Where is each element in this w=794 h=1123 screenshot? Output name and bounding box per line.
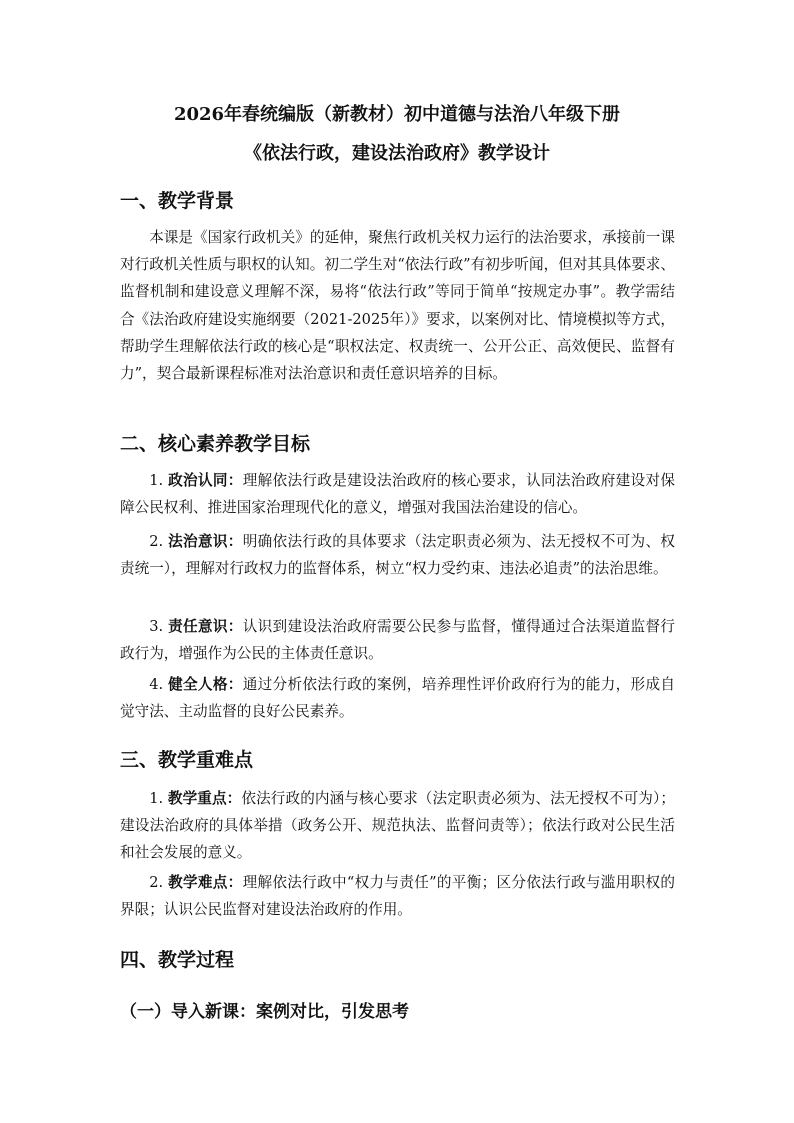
item-number: 3. bbox=[149, 618, 164, 635]
document-title-line2: 《依法行政，建设法治政府》教学设计 bbox=[244, 143, 550, 164]
item-label: 教学难点： bbox=[168, 874, 243, 891]
background-paragraph: 本课是《国家行政机关》的延伸，聚焦行政机关权力运行的法治要求，承接前一课对行政机关性质与职权的认知。初二学生对“依法行政”有初步听闻，但对其具体要求、监督机制和建设意义理解不深，易将“依法行政”等同于简单“按规定办事”。教学需结合《法治政府建设实施纲要（2021-2025年）》要求，以案例对比、情境模拟等方式，帮助学生理解依法行政的核心是“职权法定、权责统一、公开公正、高效便民、监督有力”，契合最新课程标准对法治意识和责任意识培养的目标。 bbox=[120, 229, 675, 383]
item-text: 理解依法行政是建设法治政府的核心要求，认同法治政府建设对保障公民权利、推进国家治理现代化的意义，增强对我国法治建设的信心。 bbox=[120, 472, 675, 516]
item-label: 法治意识： bbox=[168, 533, 243, 550]
section-heading-background: 一、教学背景 bbox=[120, 190, 235, 212]
item-label: 责任意识： bbox=[168, 618, 243, 635]
item-text: 通过分析依法行政的案例，培养理性评价政府行为的能力，形成自觉守法、主动监督的良好公民素养。 bbox=[120, 676, 675, 720]
item-number: 4. bbox=[149, 676, 164, 693]
document-title-line1: 2026年春统编版（新教材）初中道德与法治八年级下册 bbox=[173, 104, 621, 125]
objective-item-2 bbox=[120, 528, 675, 582]
item-text: 理解依法行政中“权力与责任”的平衡；区分依法行政与滥用职权的界限；认识公民监督对建设法治政府的作用。 bbox=[120, 874, 675, 918]
item-text: 依法行政的内涵与核心要求（法定职责必须为、法无授权不可为）；建设法治政府的具体举措（政务公开、规范执法、监督问责等）；依法行政对公民生活和社会发展的意义。 bbox=[120, 790, 676, 861]
objective-item-1 bbox=[120, 467, 675, 521]
item-label: 教学重点： bbox=[167, 790, 242, 807]
item-label: 政治认同： bbox=[168, 472, 243, 489]
section-heading-process: 四、教学过程 bbox=[120, 949, 235, 971]
item-number: 2. bbox=[149, 533, 164, 550]
objective-item-3 bbox=[120, 613, 675, 667]
item-number: 1. bbox=[149, 472, 164, 489]
key-point-item-2 bbox=[120, 869, 675, 923]
item-text: 明确依法行政的具体要求（法定职责必须为、法无授权不可为、权责统一），理解对行政权力的监督体系，树立“权力受约束、违法必追责”的法治思维。 bbox=[120, 533, 675, 577]
item-number: 2. bbox=[149, 874, 164, 891]
key-point-item-1 bbox=[120, 785, 675, 866]
section-heading-key-points: 三、教学重难点 bbox=[120, 749, 254, 771]
subsection-heading-intro: （一）导入新课：案例对比，引发思考 bbox=[120, 1002, 409, 1022]
section-heading-objectives: 二、核心素养教学目标 bbox=[120, 433, 311, 455]
item-text: 认识到建设法治政府需要公民参与监督，懂得通过合法渠道监督行政行为，增强作为公民的主体责任意识。 bbox=[120, 618, 675, 662]
item-number: 1. bbox=[149, 790, 164, 807]
item-label: 健全人格： bbox=[168, 676, 243, 693]
objective-item-4 bbox=[120, 671, 675, 725]
